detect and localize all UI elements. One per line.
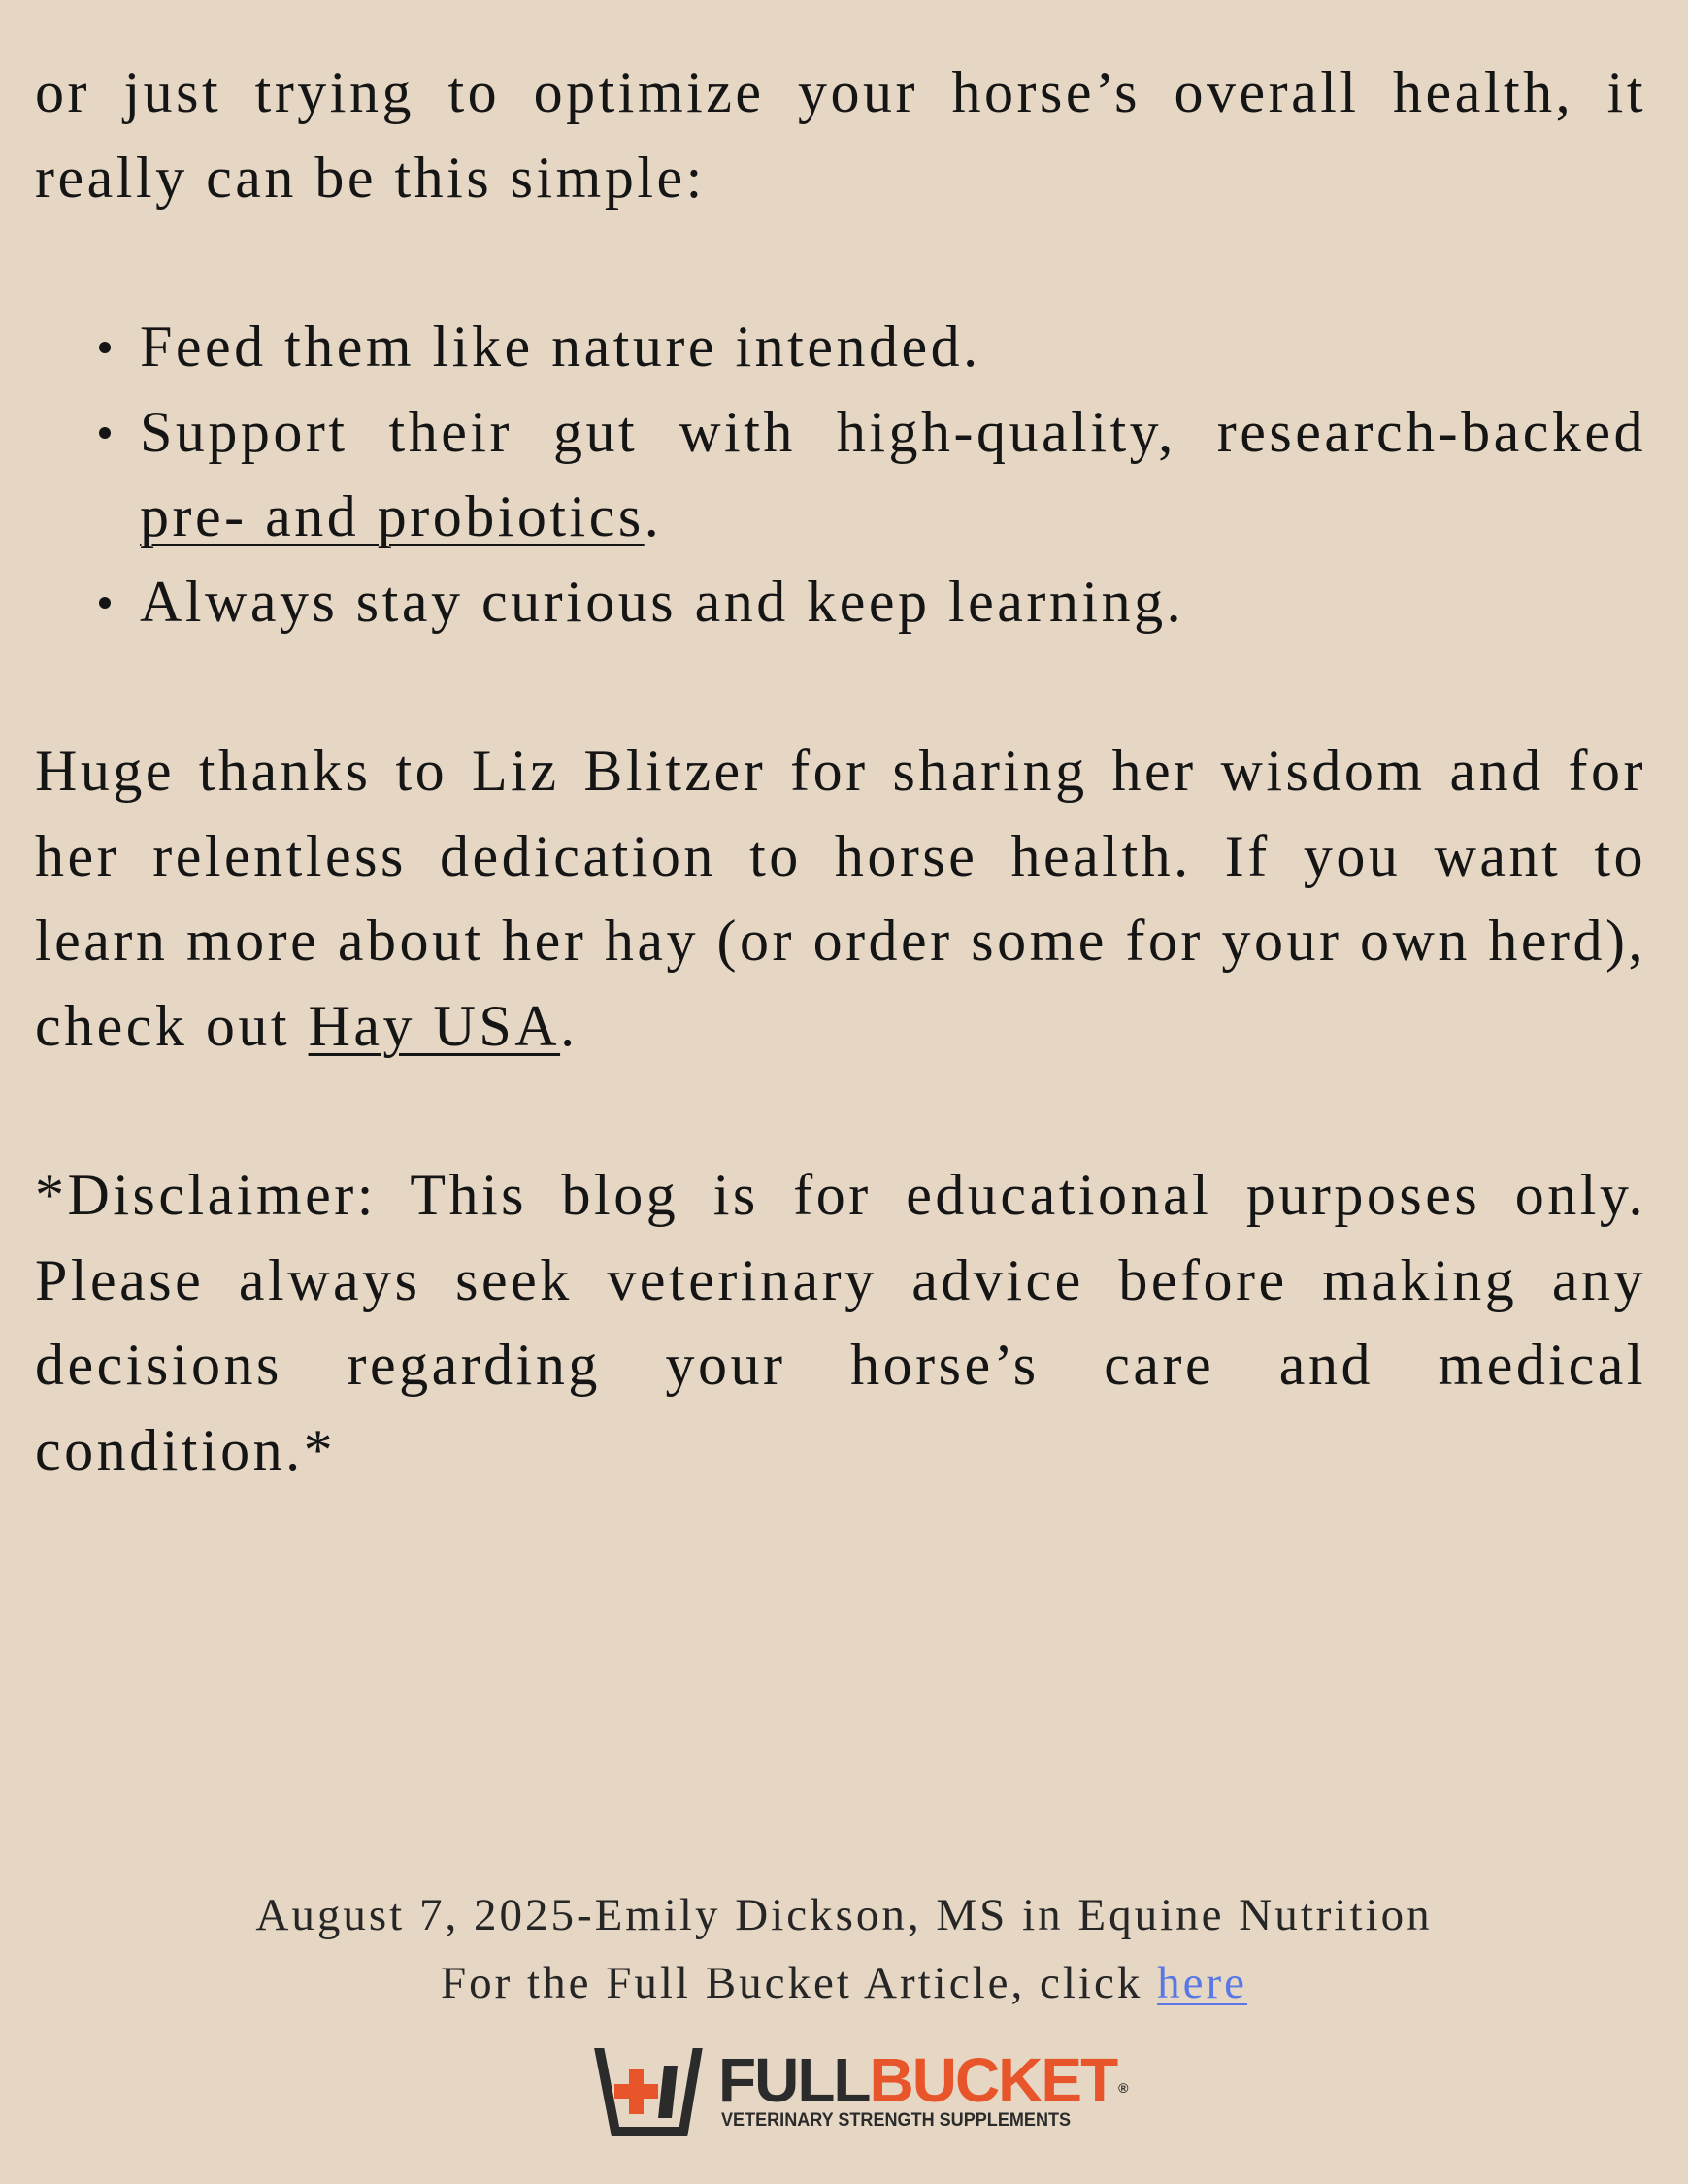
- list-item: [35, 390, 1646, 560]
- byline: August 7, 2025-Emily Dickson, MS in Equine Nutrition: [255, 1890, 1433, 1940]
- fullbucket-logo: [594, 2045, 1129, 2137]
- full-article-prefix: For the Full Bucket Article, click: [441, 1958, 1158, 2008]
- bullet-icon: [99, 597, 111, 609]
- bucket-cross-icon: [594, 2048, 703, 2137]
- article-body: [35, 50, 1646, 1493]
- thanks-text: Huge thanks to Liz Blitzer for sharing her wisdom and for her relentless dedication to horse health. If you want to learn more about her hay (or order some for your own herd), check out: [35, 739, 1646, 1058]
- intro-paragraph: or just trying to optimize your horse’s overall health, it really can be this simple:: [35, 60, 1646, 210]
- list-item-text-end: .: [644, 484, 663, 548]
- full-article-link[interactable]: here: [1157, 1958, 1247, 2008]
- list-item: [35, 305, 1646, 390]
- article-footer: [0, 1881, 1688, 2017]
- logo-tagline: VETERINARY STRENGTH SUPPLEMENTS: [721, 2110, 1072, 2131]
- hay-usa-link[interactable]: Hay USA: [308, 993, 561, 1058]
- tips-list: [35, 305, 1646, 645]
- thanks-paragraph: [35, 729, 1646, 1069]
- logo-wordmark: [718, 2045, 1129, 2115]
- list-item-text: Feed them like nature intended.: [140, 314, 981, 379]
- logo-word-full: FULL: [718, 2045, 870, 2115]
- logo-word-bucket: BUCKET: [869, 2045, 1117, 2115]
- bullet-icon: [99, 427, 111, 439]
- full-article-line: [0, 1949, 1688, 2017]
- disclaimer-paragraph: *Disclaimer: This blog is for educational purposes only. Please always seek veterinary advice before making any decisions regarding your horse’s care and medical condition.*: [35, 1163, 1646, 1482]
- thanks-text-end: .: [560, 993, 579, 1058]
- list-item-text: Support their gut with high-quality, research-backed: [140, 399, 1646, 464]
- list-item-text: Always stay curious and keep learning.: [140, 569, 1185, 634]
- list-item: [35, 560, 1646, 645]
- bullet-icon: [99, 342, 111, 353]
- probiotics-link[interactable]: pre- and probiotics: [140, 484, 645, 548]
- registered-mark: ®: [1118, 2080, 1129, 2096]
